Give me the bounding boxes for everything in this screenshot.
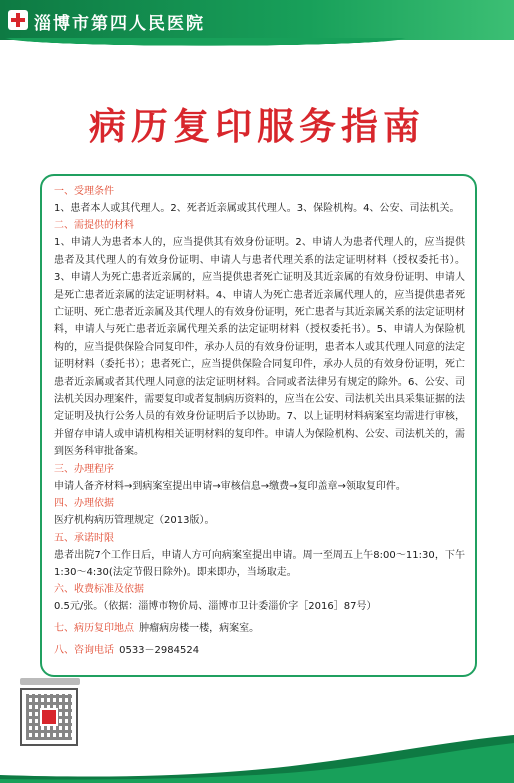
hospital-name: 淄博市第四人民医院 [34,14,205,34]
footer-wave [0,735,514,783]
section-heading: 七、病历复印地点 [54,622,134,634]
section-location [54,617,465,637]
section-body: 申请人备齐材料→到病案室提出申请→审核信息→缴费→复印盖章→领取复印件。 [54,480,406,492]
qr-center-logo [40,708,58,726]
guide-panel [40,174,477,677]
section-heading: 二、需提供的材料 [54,220,134,232]
qr-caption-bar [20,678,80,685]
section-fees [54,582,465,615]
phone-number: 0533－2984524 [119,645,200,657]
section-heading: 四、办理依据 [54,498,114,510]
section-heading: 六、收费标准及依据 [54,584,144,596]
section-materials [54,218,465,460]
section-heading: 八、咨询电话 [54,645,114,657]
medical-cross-icon [8,10,28,30]
section-body: 患者出院7个工作日后，申请人方可向病案室提出申请。周一至周五上午8:00～11:30，下午1:30～4:30(法定节假日除外)。即来即办，当场取走。 [54,549,465,578]
section-body: 医疗机构病历管理规定（2013版）。 [54,515,215,527]
section-heading: 五、承诺时限 [54,532,114,544]
section-basis [54,496,465,529]
section-time-limit [54,531,465,582]
section-phone [54,639,465,659]
section-body: 肿瘤病房楼一楼，病案室。 [139,622,260,634]
header-banner [0,0,514,40]
section-procedure [54,462,465,495]
section-acceptance [54,184,465,217]
section-heading: 三、办理程序 [54,463,114,475]
section-body: 0.5元/张。（依据：淄博市物价局、淄博市卫计委淄价字［2016］87号） [54,601,377,613]
section-body: 1、申请人为患者本人的，应当提供其有效身份证明。2、申请人为患者代理人的，应当提供患者及其代理人的有效身份证明、申请人与患者代理关系的法定证明材料（授权委托书）。3、申请人为死亡患者近亲属的，应当提供患者死亡证明及其近亲属的有效身份证明、申请人是死亡患者近亲属的法定证明材料。4、申请人为死亡患者近亲属代理人的，应当提供患者死亡证明、死亡患者近亲属及其代理人的有效身份证明，死亡患者与其近亲属关系的法定证明材料，申请人与死亡患者近亲属代理关系的法定证明材料（授权委托书）。5、申请人为保险机构的，应当提供保险合同复印件，承办人员的有效身份证明，患者本人或其代理人同意的法定证明材料（委托书）；患者死亡，应当提供保险合同复印件，承办人员的有效身份证明，死亡患者近亲属或者其代理人同意的法定证明材料。合同或者法律另有规定的除外。6、公安、司法机关因办理案件，需要复印或者复制病历资料的，应当在公安、司法机关出具采集证据的法定证明及执行公务人员的有效身份证明后予以协助。7、以上证明材料病案室均需进行审核，并留存申请人或申请机构相关证明材料的复印件。申请人为保险机构、公安、司法机关的，需到医务科审批备案。 [54,237,465,458]
section-body: 1、患者本人或其代理人。2、死者近亲属或其代理人。3、保险机构。4、公安、司法机关。 [54,203,460,214]
page-title: 病历复印服务指南 [89,105,425,148]
section-heading: 一、受理条件 [54,186,114,197]
